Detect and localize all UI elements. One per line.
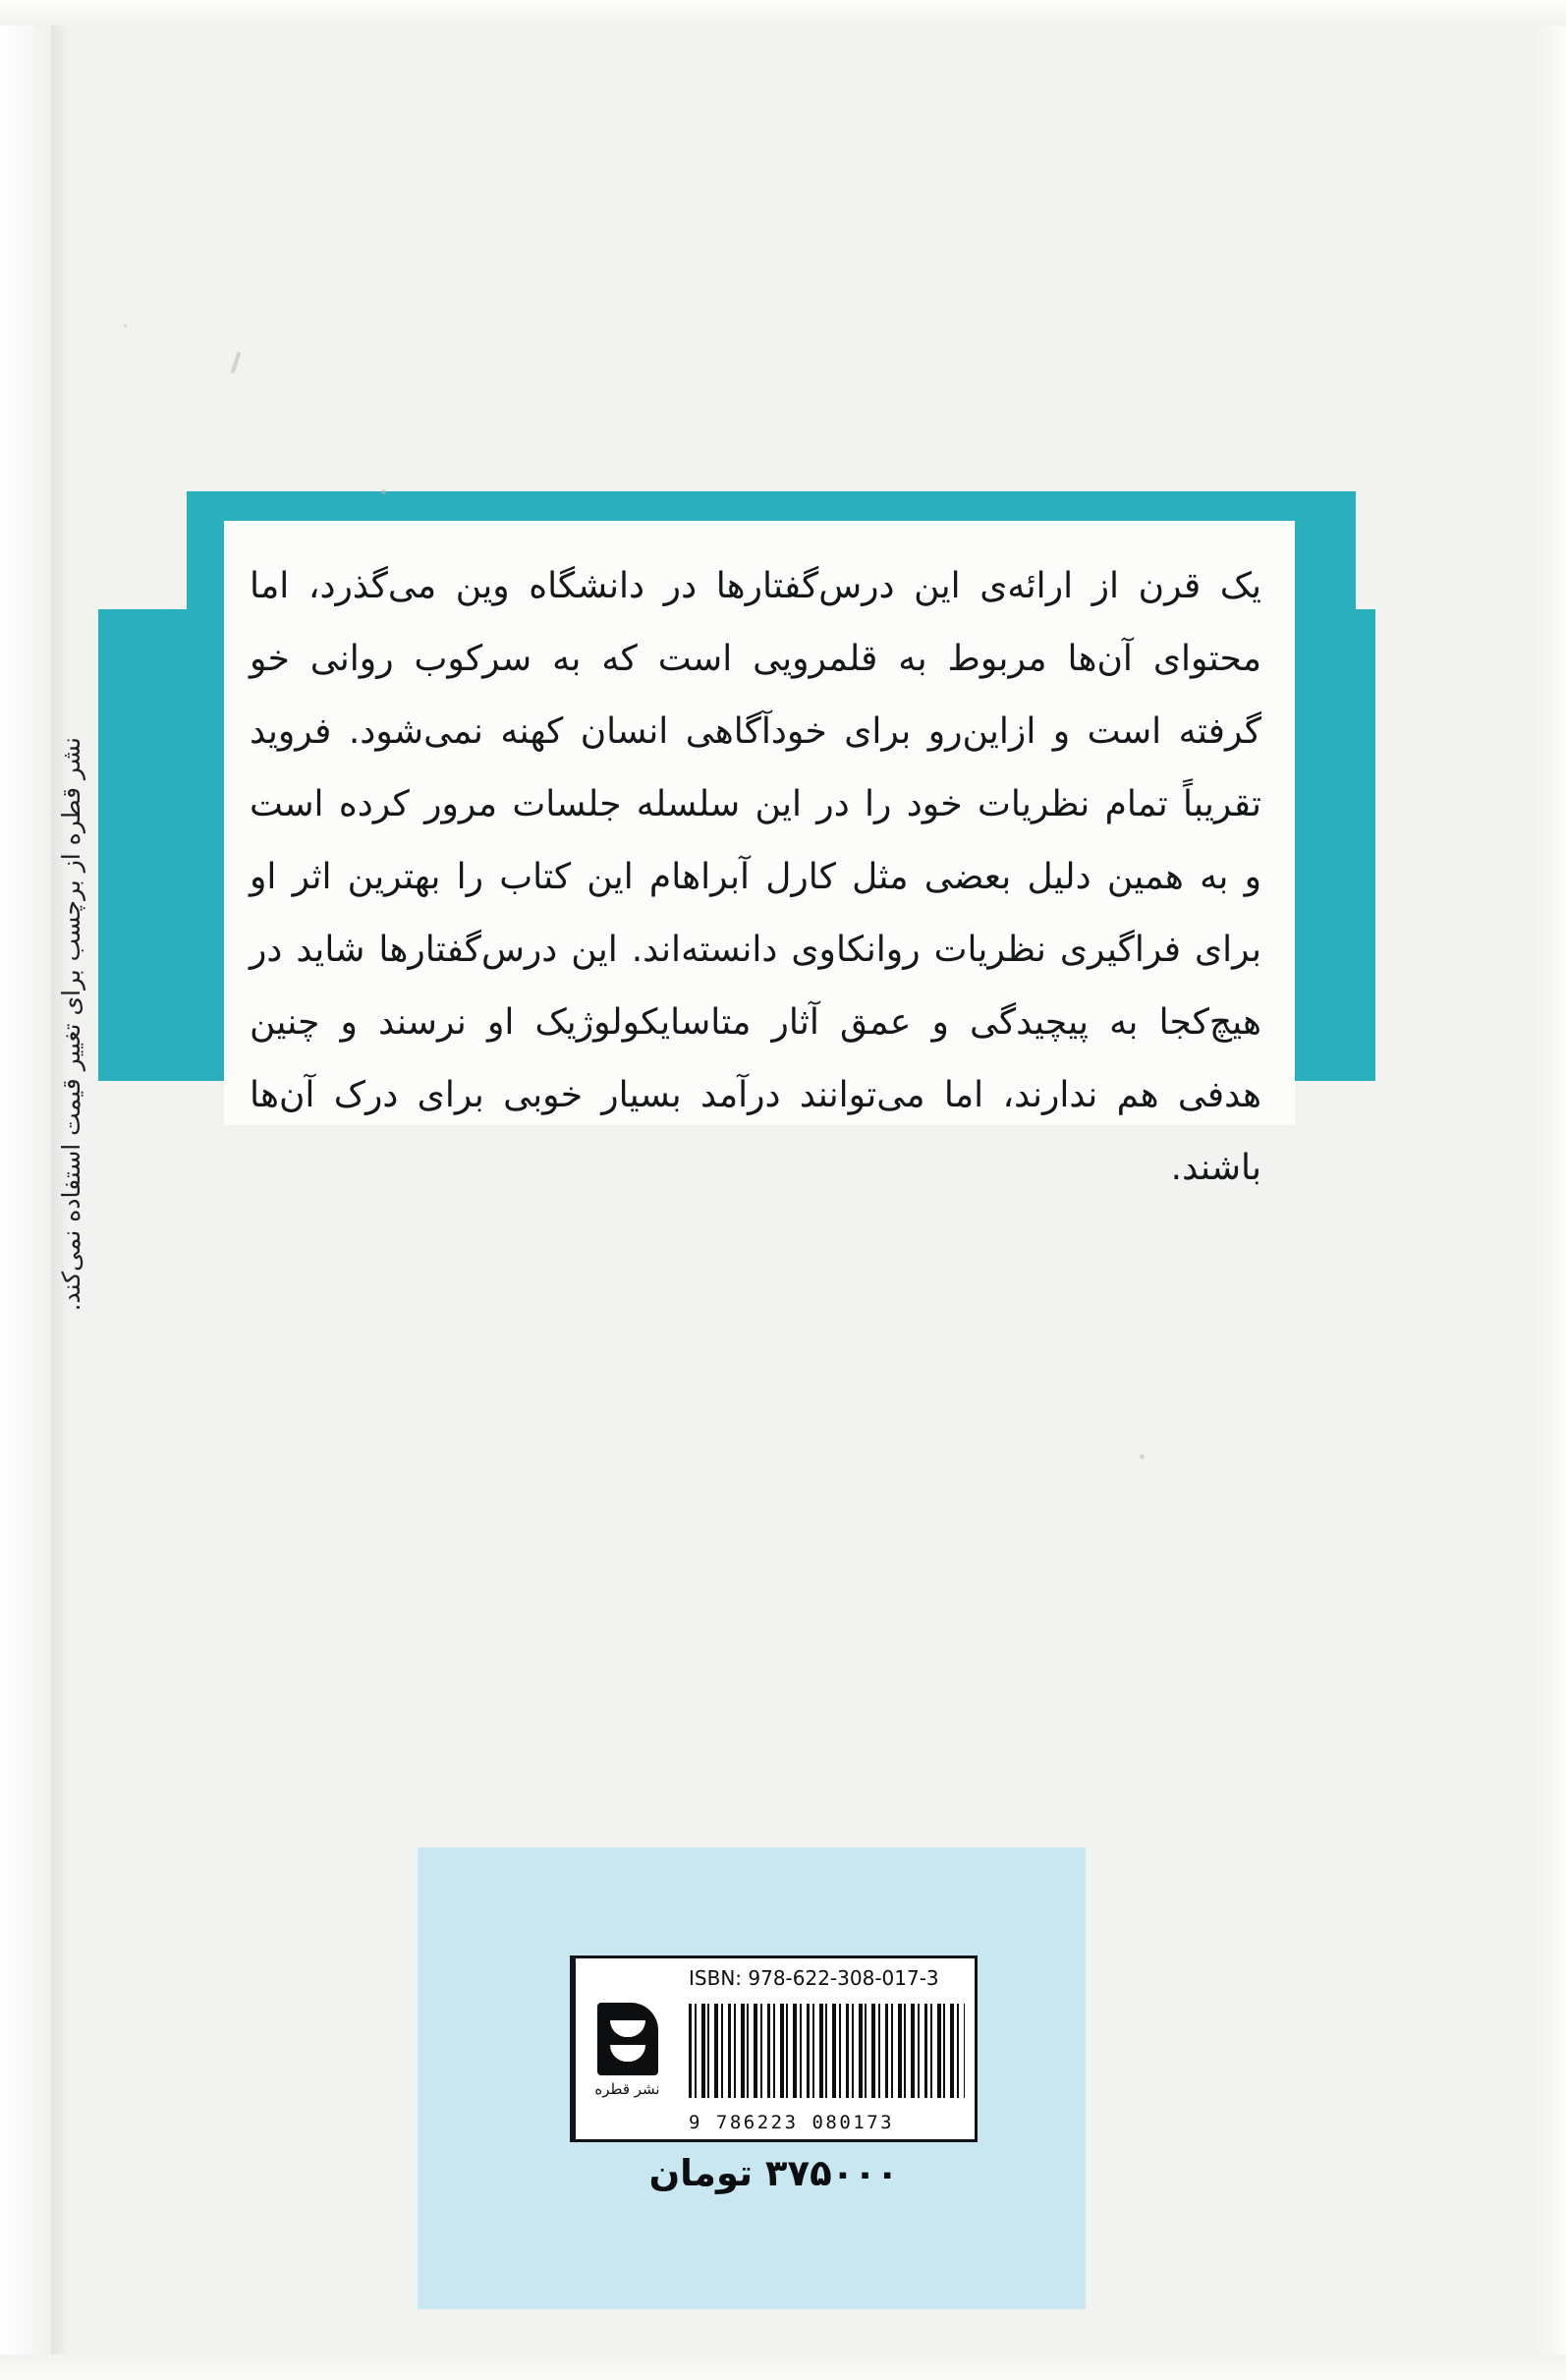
publisher-logo — [573, 1958, 679, 2139]
print-speck — [231, 352, 242, 373]
paper-bottom-edge — [0, 2354, 1566, 2380]
barcode-digits: 9 786223 080173 — [689, 2112, 895, 2133]
publisher-price-note: نشر قطره از برچسب برای تغییر قیمت استفاده نمی‌کند. — [57, 737, 85, 1312]
isbn-label: ISBN: 978-622-308-017-3 — [689, 1966, 939, 1990]
publisher-name: نشر قطره — [594, 2079, 660, 2098]
print-speck — [124, 324, 127, 327]
back-cover-blurb: یک قرن از ارائه‌ی این درس‌گفتارها در دانشگاه وین می‌گذرد، اما محتوای آن‌ها مربوط به قلمرویی است که به سرکوب روانی خو گرفته است و ازاین‌رو برای خودآگاهی انسان کهنه نمی‌شود. فروید تقریباً تمام نظریات خود را در این سلسله جلسات مرور کرده است و به همین دلیل بعضی مثل کارل آبراهام این کتاب را بهترین اثر او برای فراگیری نظریات روانکاوی دانسته‌اند. این درس‌گفتارها شاید در هیچ‌کجا به پیچیدگی و عمق آثار متاسایکولوژیک او نرسند و چنین هدفی هم ندارند، اما می‌توانند درآمد بسیار خوبی برای درک آن‌ها باشند. — [250, 566, 1261, 1188]
price-label: ۳۷۵۰۰۰ تومان — [648, 2152, 899, 2194]
paper-top-edge — [0, 0, 1566, 26]
paper-right-edge — [1533, 0, 1566, 2380]
barcode-card — [570, 1955, 978, 2142]
print-speck — [381, 489, 386, 494]
barcode-left-section — [679, 1958, 975, 2139]
paper-left-edge — [0, 0, 55, 2380]
print-speck — [1140, 1454, 1145, 1459]
barcode-bars — [689, 2004, 965, 2098]
droplet-chevron-logo-icon — [597, 2003, 658, 2075]
